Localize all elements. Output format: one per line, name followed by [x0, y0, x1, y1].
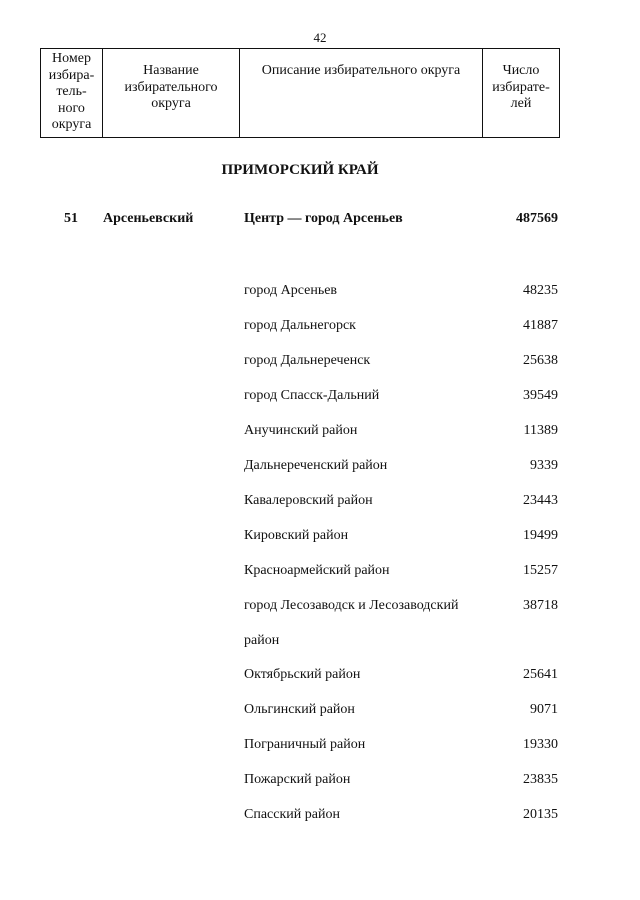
header-number-line: тель-	[56, 84, 87, 99]
area-name: Красноармейский район	[244, 563, 390, 578]
header-count-line: Число	[502, 63, 540, 78]
list-item	[0, 597, 640, 666]
area-voters: 19330	[523, 737, 558, 752]
header-number-line: ного	[58, 100, 85, 116]
area-voters: 48235	[523, 283, 558, 298]
area-voters: 23835	[523, 772, 558, 787]
area-voters: 23443	[523, 493, 558, 508]
area-name: Октябрьский район	[244, 667, 361, 682]
header-description-text: Описание избирательного округа	[261, 63, 461, 78]
area-name: Дальнереченский район	[244, 458, 388, 473]
header-name-line: Название	[143, 63, 199, 78]
list-item	[0, 806, 640, 841]
area-voters: 39549	[523, 388, 558, 403]
area-voters: 25641	[523, 667, 558, 682]
header-name-cell	[103, 49, 240, 138]
district-total-voters: 487569	[516, 211, 558, 226]
header-number-line: Номер	[52, 51, 91, 66]
page-number: 42	[313, 30, 327, 45]
area-voters: 20135	[523, 807, 558, 822]
header-name-line: округа	[151, 96, 191, 111]
area-name: Спасский район	[244, 807, 340, 822]
area-name: Кавалеровский район	[244, 493, 373, 508]
area-list	[0, 282, 640, 841]
area-name: Ольгинский район	[244, 702, 355, 717]
area-voters: 38718	[523, 598, 558, 613]
area-voters: 11389	[523, 423, 558, 438]
area-name: город Спасск-Дальний	[244, 388, 380, 403]
area-name: город Арсеньев	[244, 283, 338, 298]
area-name: Пограничный район	[244, 737, 366, 752]
area-name: Кировский район	[244, 528, 349, 543]
area-voters: 15257	[523, 563, 558, 578]
area-voters: 9071	[530, 702, 558, 717]
header-number-line: округа	[51, 117, 92, 132]
area-name: город Лесозаводск и Лесозаводский район	[244, 598, 459, 648]
header-count-line: лей	[510, 96, 532, 111]
header-count-cell	[483, 49, 560, 138]
header-name-line: избирательного	[124, 79, 218, 95]
header-table	[40, 48, 560, 138]
area-voters: 25638	[523, 353, 558, 368]
area-voters: 41887	[523, 318, 558, 333]
area-name: город Дальнегорск	[244, 318, 356, 333]
district-number: 51	[64, 211, 78, 226]
area-voters: 19499	[523, 528, 558, 543]
area-voters: 9339	[530, 458, 558, 473]
district-row	[0, 211, 640, 231]
region-title: ПРИМОРСКИЙ КРАЙ	[221, 162, 379, 178]
area-name: Пожарский район	[244, 772, 351, 787]
area-name: Анучинский район	[244, 423, 358, 438]
district-center: Центр — город Арсеньев	[244, 211, 403, 226]
header-number-cell	[41, 49, 103, 138]
header-number-line: избира-	[48, 67, 95, 83]
district-name: Арсеньевский	[103, 211, 194, 226]
header-description-cell	[240, 49, 483, 138]
header-count-line: избирате-	[492, 79, 550, 95]
header-row	[41, 49, 560, 138]
area-name: город Дальнереченск	[244, 353, 371, 368]
